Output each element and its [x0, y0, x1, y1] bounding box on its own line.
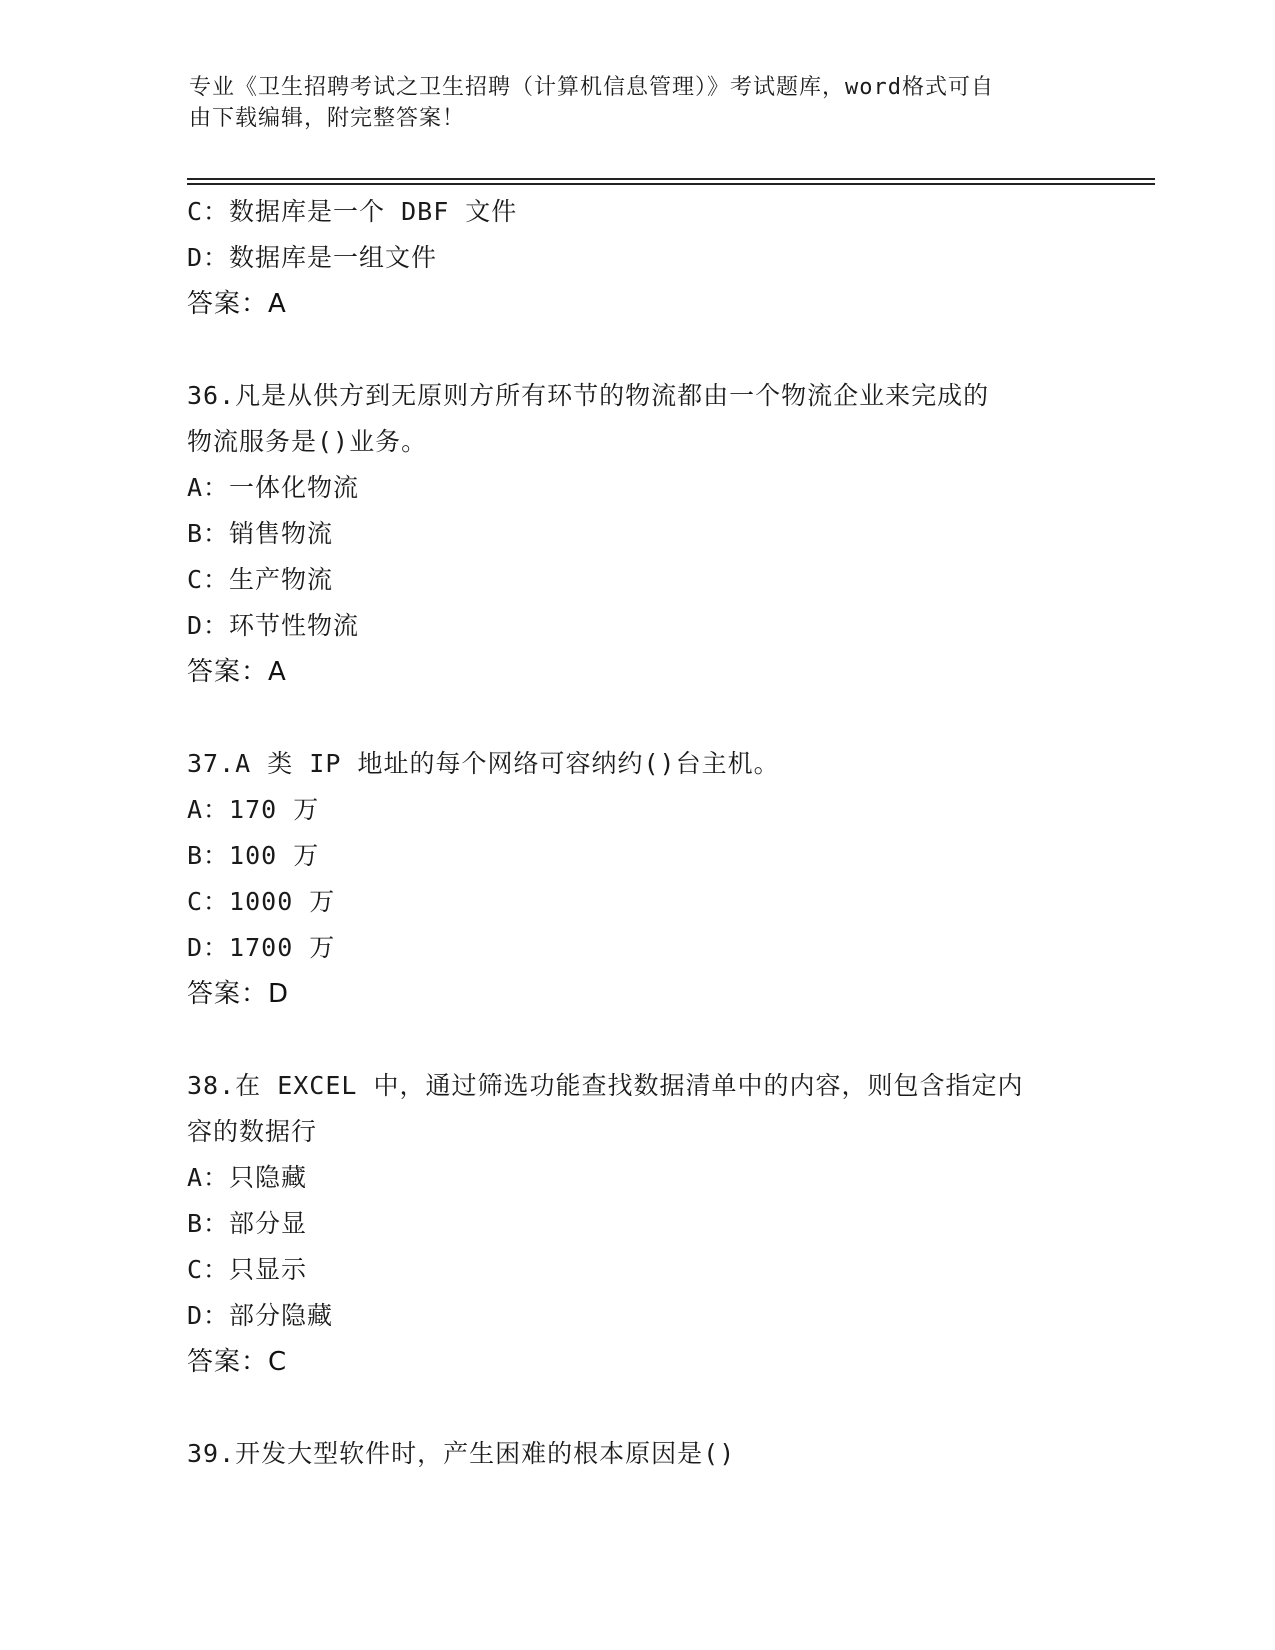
question-text-line-1: 39.开发大型软件时，产生困难的根本原因是() — [187, 1439, 736, 1468]
option-c: C：数据库是一个 DBF 文件 — [187, 197, 518, 226]
answer-line: 答案：C — [187, 1347, 288, 1377]
answer-line: 答案：A — [187, 289, 287, 319]
option-b: B：部分显 — [187, 1209, 308, 1238]
header-line-2: 由下载编辑，附完整答案！ — [189, 106, 466, 131]
spacer — [187, 327, 1087, 373]
option-d: D：1700 万 — [187, 933, 336, 962]
answer-line: 答案：D — [187, 979, 290, 1009]
question-text-line-2: 物流服务是()业务。 — [187, 427, 428, 456]
answer-line: 答案：A — [187, 657, 287, 687]
question-text-line-2: 容的数据行 — [187, 1117, 318, 1146]
option-a: A：一体化物流 — [187, 473, 360, 502]
question-block-37 — [187, 741, 1087, 1017]
question-block-35 — [187, 189, 1087, 327]
option-b: B：100 万 — [187, 841, 320, 870]
option-d: D：部分隐藏 — [187, 1301, 334, 1330]
question-text-line-1: 36.凡是从供方到无原则方所有环节的物流都由一个物流企业来完成的 — [187, 381, 990, 410]
header-divider-top — [187, 178, 1155, 180]
document-header — [189, 72, 1069, 134]
header-line-1: 专业《卫生招聘考试之卫生招聘（计算机信息管理）》考试题库，word格式可自 — [189, 75, 994, 100]
question-list — [187, 189, 1087, 1477]
option-a: A：170 万 — [187, 795, 320, 824]
spacer — [187, 1017, 1087, 1063]
question-text-line-1: 37.A 类 IP 地址的每个网络可容纳约()台主机。 — [187, 749, 780, 778]
spacer — [187, 1385, 1087, 1431]
question-block-36 — [187, 373, 1087, 695]
question-block-39 — [187, 1431, 1087, 1477]
header-divider-bottom — [187, 183, 1155, 185]
option-c: C：1000 万 — [187, 887, 336, 916]
option-b: B：销售物流 — [187, 519, 334, 548]
option-a: A：只隐藏 — [187, 1163, 308, 1192]
question-text-line-1: 38.在 EXCEL 中，通过筛选功能查找数据清单中的内容，则包含指定内 — [187, 1071, 1024, 1100]
spacer — [187, 695, 1087, 741]
option-c: C：生产物流 — [187, 565, 334, 594]
option-d: D：环节性物流 — [187, 611, 360, 640]
option-d: D：数据库是一组文件 — [187, 243, 438, 272]
option-c: C：只显示 — [187, 1255, 308, 1284]
question-block-38 — [187, 1063, 1087, 1385]
